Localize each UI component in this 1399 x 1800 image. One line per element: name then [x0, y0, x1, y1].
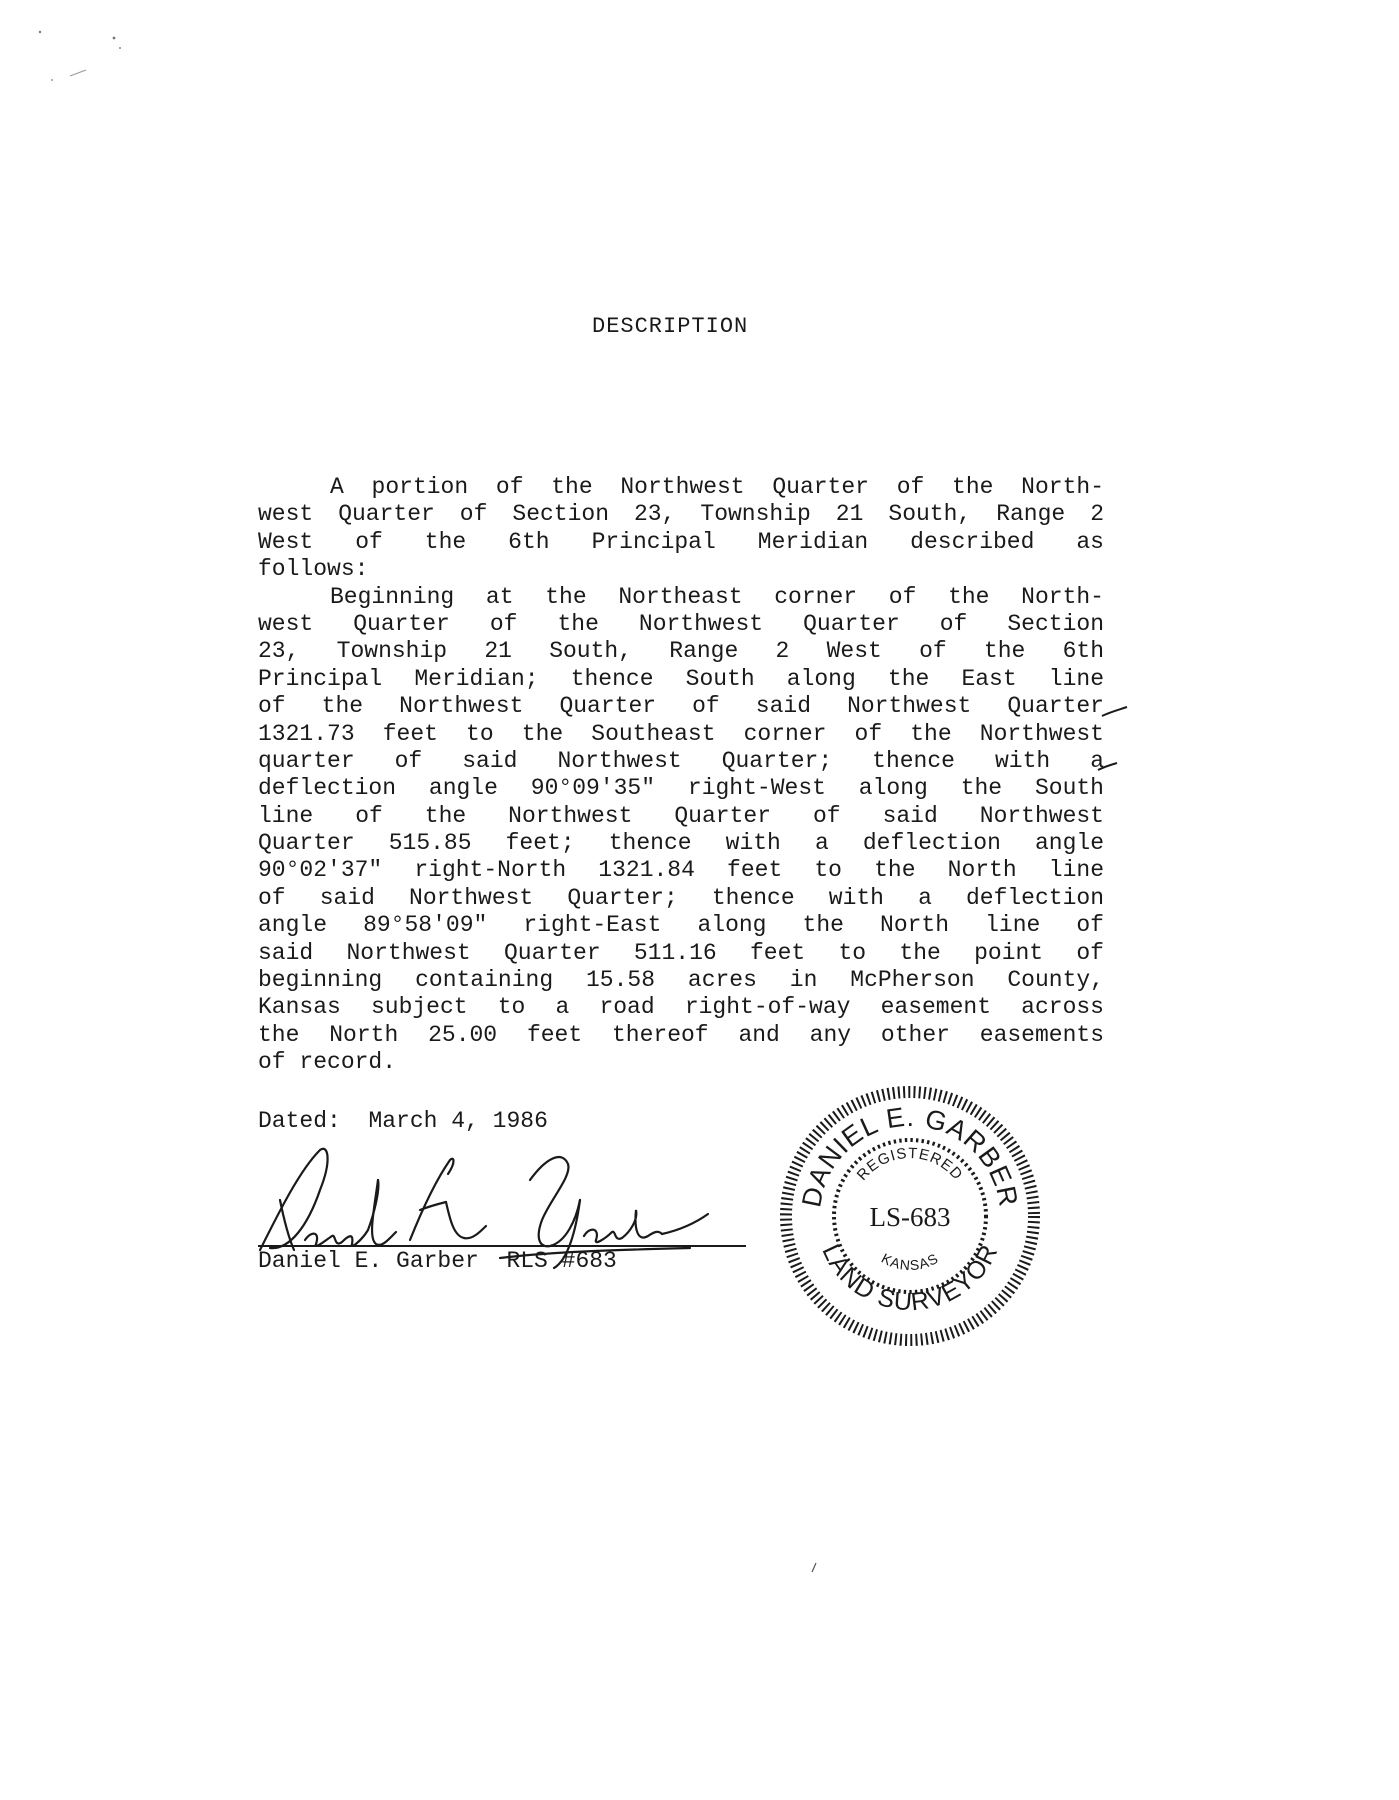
paragraph-1-line: follows:: [258, 556, 369, 583]
paragraph-2-line: of said Northwest Quarter; thence with a deflection: [258, 884, 1104, 911]
paragraph-2-line: beginning containing 15.58 acres in McPherson County,: [258, 967, 1104, 994]
paragraph-2-line: 23, Township 21 South, Range 2 West of the 6th: [258, 638, 1104, 665]
dated-label: Dated:: [258, 1108, 341, 1134]
scan-speck: [30, 24, 130, 84]
seal-license-number: LS-683: [869, 1202, 951, 1232]
legal-description: [258, 474, 1104, 1077]
seal-title-text: LAND SURVEYOR: [816, 1239, 1004, 1317]
seal-registered-text: REGISTERED: [853, 1144, 967, 1184]
paragraph-2-line: Kansas subject to a road right-of-way easement across: [258, 994, 1104, 1021]
paragraph-2-line: west Quarter of the Northwest Quarter of Section: [258, 610, 1104, 637]
svg-text:LAND SURVEYOR: [816, 1240, 1003, 1317]
paragraph-2-line: line of the Northwest Quarter of said Northwest: [258, 802, 1104, 829]
margin-tick-mark: [1100, 704, 1130, 720]
paragraph-2-line: quarter of said Northwest Quarter; thence with a: [258, 747, 1104, 774]
seal-state-text: KANSAS: [878, 1249, 942, 1274]
surveyor-seal: [776, 1082, 1044, 1350]
dated-value: March 4, 1986: [368, 1108, 548, 1134]
paragraph-2-line: angle 89°58'09" right-East along the North line of: [258, 912, 1104, 939]
signer-name: Daniel E. Garber RLS #683: [258, 1248, 617, 1274]
paragraph-1-line: A portion of the Northwest Quarter of the North-: [330, 474, 1104, 500]
signature-line: [258, 1245, 746, 1247]
paragraph-2-line: said Northwest Quarter 511.16 feet to the point of: [258, 939, 1104, 966]
seal-name-text: DANIEL E. GARBER: [796, 1101, 1024, 1210]
paragraph-2-line: Quarter 515.85 feet; thence with a deflection angle: [258, 830, 1104, 857]
svg-text:KANSAS: [879, 1250, 941, 1273]
dated-line: [258, 1108, 548, 1134]
paragraph-1-line: west Quarter of Section 23, Township 21 South, Range 2: [258, 501, 1104, 528]
paragraph-2-line: of record.: [258, 1049, 397, 1076]
paragraph-2-line: the North 25.00 feet thereof and any other easements: [258, 1021, 1104, 1048]
paragraph-2-line: Beginning at the Northeast corner of the North-: [330, 583, 1104, 610]
scan-speck: [810, 1560, 820, 1574]
paragraph-2-line: 90°02'37" right-North 1321.84 feet to the North line: [258, 857, 1104, 884]
document-heading: DESCRIPTION: [592, 314, 749, 339]
paragraph-2-line: deflection angle 90°09'35" right-West along the South: [258, 775, 1104, 802]
paragraph-2-line: 1321.73 feet to the Southeast corner of the Northwest: [258, 720, 1104, 747]
paragraph-2-line: of the Northwest Quarter of said Northwest Quarter: [258, 693, 1104, 720]
paragraph-1-line: West of the 6th Principal Meridian described as: [258, 528, 1104, 555]
paragraph-2-line: Principal Meridian; thence South along the East line: [258, 665, 1104, 692]
margin-tick-mark: [1096, 760, 1120, 774]
